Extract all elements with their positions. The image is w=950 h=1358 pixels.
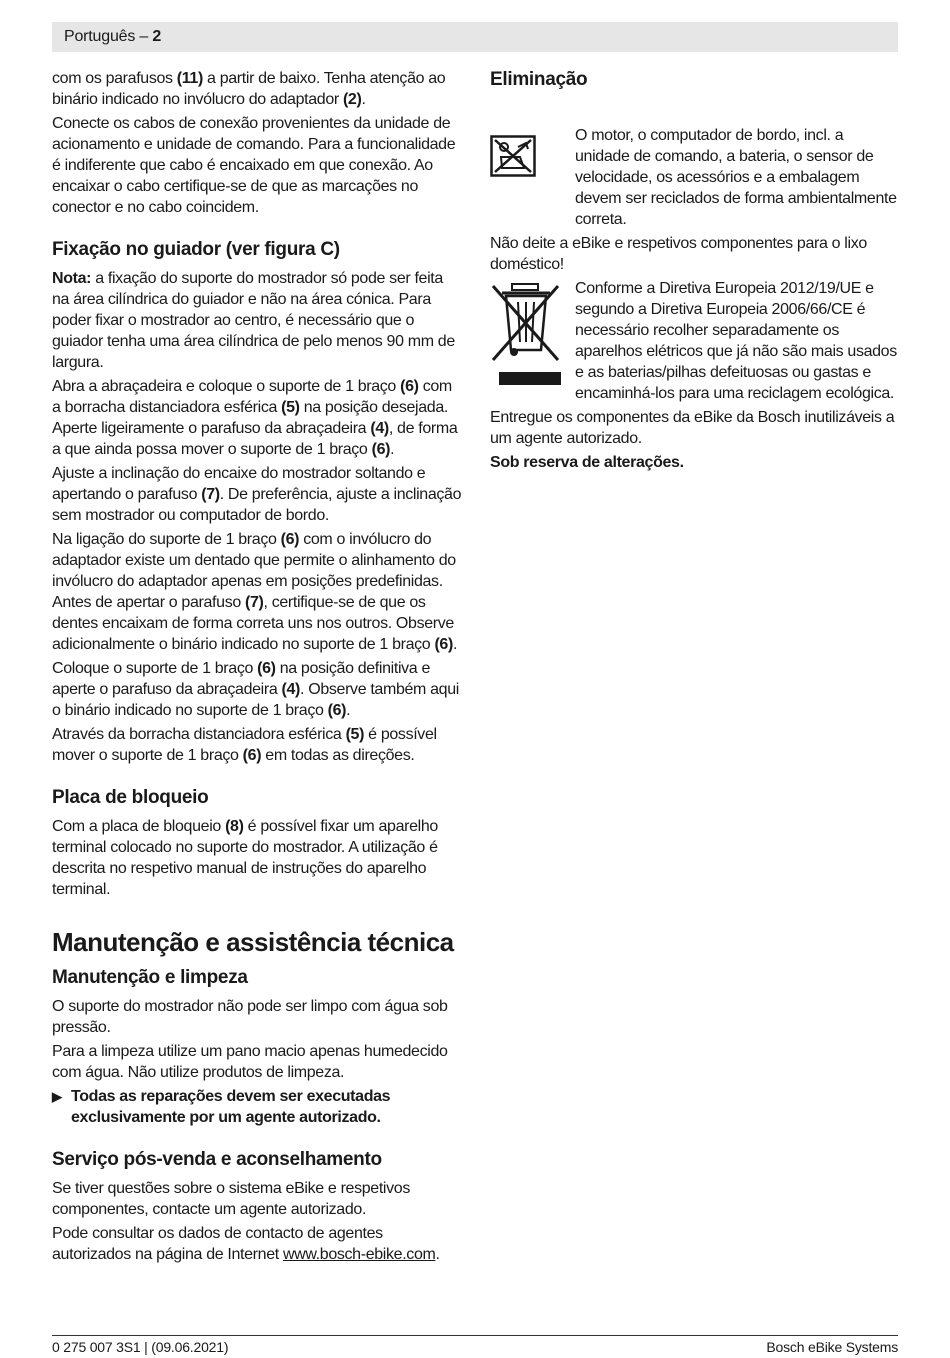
fixacao-paragraph-3: Ajuste a inclinação do encaixe do mostrador soltando e apertando o parafuso (7). De preferência, ajuste a inclinação sem mostrador ou computador de bordo. <box>52 465 462 524</box>
intro-paragraph-1: com os parafusos (11) a partir de baixo. Tenha atenção ao binário indicado no invólucro do adaptador (2). <box>52 70 446 108</box>
header-text <box>64 28 161 46</box>
limpeza-paragraph-1: O suporte do mostrador não pode ser limpo com água sob pressão. <box>52 998 448 1036</box>
recycling-block <box>490 125 900 230</box>
page-header <box>52 22 898 52</box>
section-heading-fixacao: Fixação no guiador (ver figura C) <box>52 239 340 260</box>
fixacao-paragraph-4: Na ligação do suporte de 1 braço (6) com o invólucro do adaptador existe um dentado que permite o alinhamento do invólucro do adaptador apenas em posições predefinidas. Antes de apertar o parafuso (7), certifique-se de que os dentes encaixam de forma correta uns nos outros. Observe adicionalmente o binário indicado no suporte de 1 braço (6). <box>52 531 458 653</box>
bosch-ebike-link[interactable]: www.bosch-ebike.com <box>282 1246 436 1263</box>
footer-doc-code: 0 275 007 3S1 | (09.06.2021) <box>52 1339 229 1355</box>
left-column <box>52 68 462 1268</box>
no-household-waste-icon <box>490 135 536 183</box>
triangle-bullet-icon: ▶ <box>52 1089 62 1104</box>
note-paragraph: Nota: a fixação do suporte do mostrador só pode ser feita na área cilíndrica do guiador e não na área cónica. Para poder fixar o mostrador ao centro, é necessário que o guiador tenha uma área cilíndrica de pelo menos 90 mm de largura. <box>52 270 455 371</box>
fixacao-paragraph-6: Através da borracha distanciadora esférica (5) é possível mover o suporte de 1 braço (6) em todas as direções. <box>52 726 437 764</box>
right-column <box>490 68 900 476</box>
section-heading-limpeza: Manutenção e limpeza <box>52 967 248 988</box>
note-label: Nota: <box>52 270 92 287</box>
weee-paragraph: Conforme a Diretiva Europeia 2012/19/UE e segundo a Diretiva Europeia 2006/66/CE é necessário recolher separadamente os aparelhos elétricos que já não são mais usados e as baterias/pilhas defeituosas ou gastas e encaminhá-los para uma reciclagem ecológica. <box>575 280 897 402</box>
intro-paragraph-2: Conecte os cabos de conexão provenientes da unidade de acionamento e unidade de comando. Para a funcionalidade é indiferente que cabo é encaixado em que conexão. Ao encaixar o cabo certifique-se de que as marcações no conector e no cabo coincidem. <box>52 115 456 216</box>
servico-paragraph-2: Pode consultar os dados de contacto de agentes autorizados na página de Internet www.bosch-ebike.com. <box>52 1225 440 1263</box>
warning-bullet-text: Todas as reparações devem ser executadas exclusivamente por um agente autorizado. <box>71 1088 391 1126</box>
crossed-bin-icon <box>490 280 562 394</box>
fixacao-paragraph-5: Coloque o suporte de 1 braço (6) na posição definitiva e aperte o parafuso da abraçadeira (4). Observe também aqui o binário indicado no suporte de 1 braço (6). <box>52 660 459 719</box>
placa-paragraph: Com a placa de bloqueio (8) é possível fixar um aparelho terminal colocado no suporte do mostrador. A utilização é descrita no respetivo manual de instruções do aparelho terminal. <box>52 818 438 898</box>
reservation-note: Sob reserva de alterações. <box>490 454 684 471</box>
footer-brand: Bosch eBike Systems <box>766 1339 898 1355</box>
warning-bullet <box>52 1086 462 1128</box>
section-heading-servico: Serviço pós-venda e aconselhamento <box>52 1149 382 1170</box>
section-heading-placa: Placa de bloqueio <box>52 787 209 808</box>
household-waste-warning: Não deite a eBike e respetivos componentes para o lixo doméstico! <box>490 235 867 273</box>
disposal-paragraph: Entregue os componentes da eBike da Bosch inutilizáveis a um agente autorizado. <box>490 409 895 447</box>
recycling-paragraph: O motor, o computador de bordo, incl. a unidade de comando, a bateria, o sensor de velocidade, os acessórios e a embalagem devem ser reciclados de forma ambientalmente correta. <box>575 127 897 228</box>
weee-block <box>490 278 900 404</box>
header-separator: – <box>135 28 153 45</box>
fixacao-paragraph-2: Abra a abraçadeira e coloque o suporte de 1 braço (6) com a borracha distanciadora esférica (5) na posição desejada. Aperte ligeiramente o parafuso da abraçadeira (4), de forma a que ainda possa mover o suporte de 1 braço (6). <box>52 378 458 458</box>
header-language: Português <box>64 28 136 45</box>
section-heading-eliminacao: Eliminação <box>490 69 588 90</box>
header-page-number: 2 <box>152 28 162 45</box>
footer-divider <box>52 1335 898 1336</box>
limpeza-paragraph-2: Para a limpeza utilize um pano macio apenas humedecido com água. Não utilize produtos de limpeza. <box>52 1043 448 1081</box>
servico-paragraph-1: Se tiver questões sobre o sistema eBike e respetivos componentes, contacte um agente autorizado. <box>52 1180 410 1218</box>
chapter-title-manutencao: Manutenção e assistência técnica <box>52 927 454 957</box>
